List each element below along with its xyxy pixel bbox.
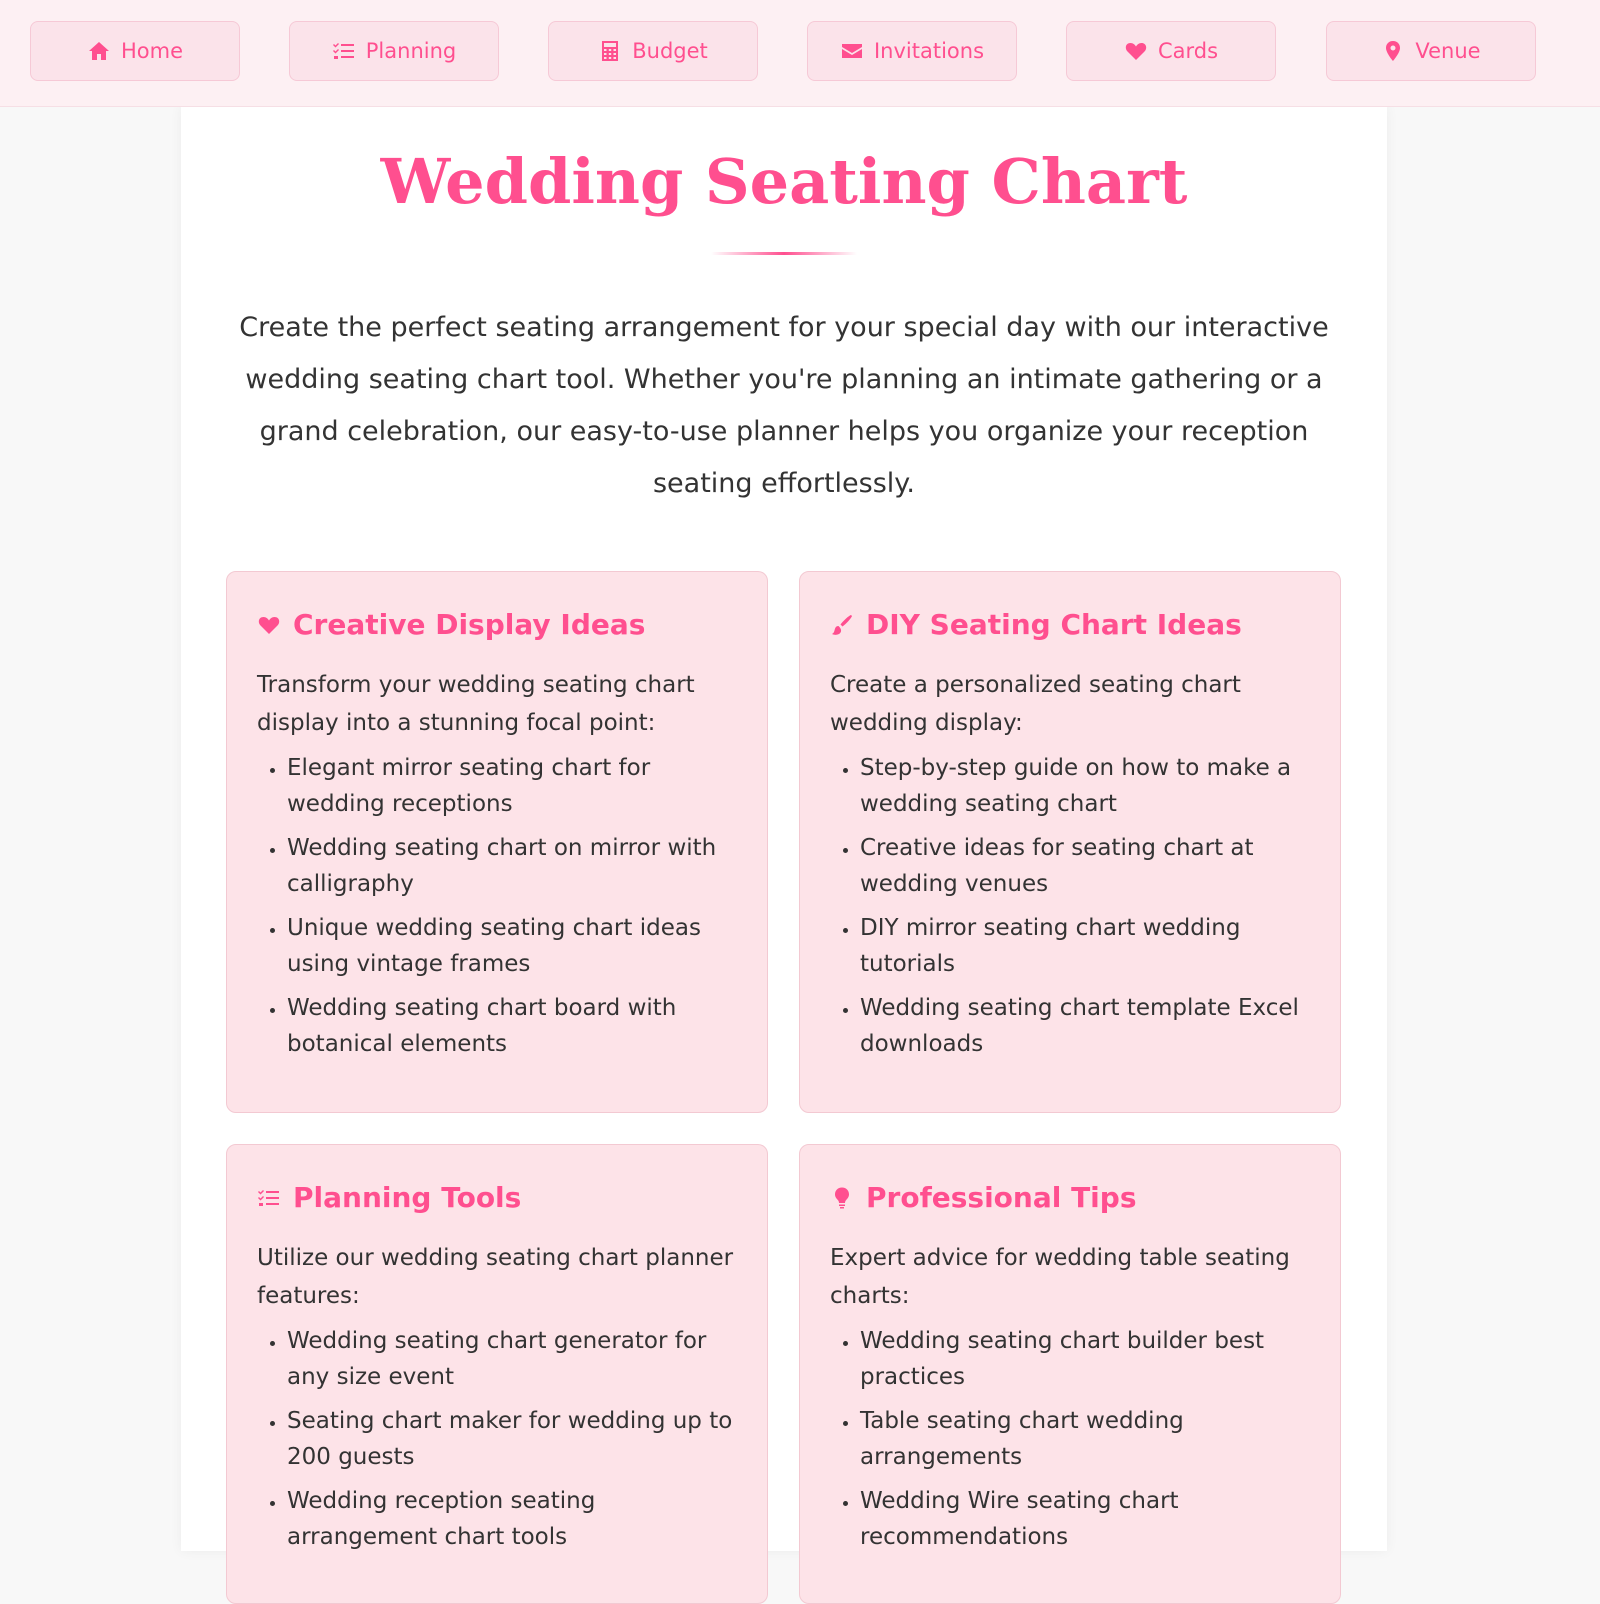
card-diy-ideas (799, 571, 1341, 1113)
list-item: • DIY mirror seating chart wedding tutorials (860, 910, 1310, 982)
card-description: Expert advice for wedding table seating charts: (830, 1245, 1290, 1309)
card-title (830, 608, 1310, 642)
home-icon (87, 39, 111, 63)
envelope-icon (840, 39, 864, 63)
list-item: • Step-by-step guide on how to make a wedding seating chart (860, 750, 1310, 822)
card-title-text: Professional Tips (866, 1181, 1137, 1214)
card-list (830, 750, 1310, 1062)
card-title-text: Creative Display Ideas (293, 608, 646, 641)
list-item: • Elegant mirror seating chart for wedding receptions (287, 750, 737, 822)
nav-home-label: Home (120, 39, 183, 63)
map-pin-icon (1381, 39, 1405, 63)
list-item: • Wedding seating chart generator for any size event (287, 1323, 737, 1395)
card-list (257, 750, 737, 1062)
checklist-icon (257, 1186, 281, 1210)
list-item: • Wedding seating chart template Excel downloads (860, 990, 1310, 1062)
nav-cards-button[interactable] (1066, 21, 1276, 81)
lightbulb-icon (830, 1186, 854, 1210)
card-list (830, 1323, 1310, 1555)
list-item: • Table seating chart wedding arrangements (860, 1403, 1310, 1475)
card-description: Create a personalized seating chart wedding display: (830, 672, 1241, 736)
card-title-text: DIY Seating Chart Ideas (866, 608, 1242, 641)
card-title (257, 608, 737, 642)
list-item: • Wedding Wire seating chart recommendations (860, 1483, 1310, 1555)
nav-cards-label: Cards (1157, 39, 1219, 63)
list-item: • Seating chart maker for wedding up to 200 guests (287, 1403, 737, 1475)
nav-planning-button[interactable] (289, 21, 499, 81)
nav-invitations-button[interactable] (807, 21, 1017, 81)
card-professional-tips (799, 1144, 1341, 1604)
card-creative-display (226, 571, 768, 1113)
card-title-text: Planning Tools (293, 1181, 522, 1214)
nav-invitations-label: Invitations (873, 39, 985, 63)
nav-budget-label: Budget (632, 39, 708, 63)
heart-icon (257, 613, 281, 637)
title-divider (711, 252, 857, 255)
card-title (830, 1181, 1310, 1215)
card-list (257, 1323, 737, 1555)
list-item: • Unique wedding seating chart ideas using vintage frames (287, 910, 737, 982)
list-item: • Wedding seating chart builder best practices (860, 1323, 1310, 1395)
nav-planning-label: Planning (365, 39, 457, 63)
card-description: Transform your wedding seating chart display into a stunning focal point: (257, 672, 695, 736)
list-item: • Creative ideas for seating chart at wedding venues (860, 830, 1310, 902)
list-item: • Wedding reception seating arrangement chart tools (287, 1483, 737, 1555)
nav-budget-button[interactable] (548, 21, 758, 81)
nav-venue-label: Venue (1415, 39, 1481, 63)
nav-home-button[interactable] (30, 21, 240, 81)
calculator-icon (598, 39, 622, 63)
card-description: Utilize our wedding seating chart planner features: (257, 1245, 734, 1309)
paintbrush-icon (830, 613, 854, 637)
page-title: Wedding Seating Chart (380, 145, 1188, 218)
heart-icon (1124, 39, 1148, 63)
top-navbar (0, 0, 1600, 107)
card-planning-tools (226, 1144, 768, 1604)
nav-venue-button[interactable] (1326, 21, 1536, 81)
checklist-icon (332, 39, 356, 63)
card-title (257, 1181, 737, 1215)
intro-paragraph: Create the perfect seating arrangement for your special day with our interactive wedding seating chart tool. Whether you're planning an intimate gathering or a grand celebration, our easy-to-use planner helps you organize your reception seating effortlessly. (239, 312, 1329, 499)
list-item: • Wedding seating chart on mirror with calligraphy (287, 830, 737, 902)
list-item: • Wedding seating chart board with botanical elements (287, 990, 737, 1062)
main-content (181, 106, 1387, 1551)
